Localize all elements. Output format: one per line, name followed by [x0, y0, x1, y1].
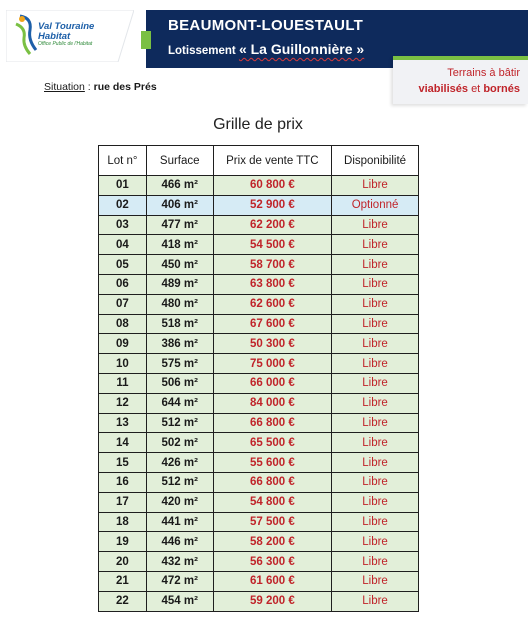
situation-separator: : — [84, 81, 94, 93]
cell-availability: Libre — [332, 472, 419, 492]
cell-lot-number: 11 — [99, 373, 147, 393]
cell-availability: Libre — [332, 492, 419, 512]
cell-lot-number: 10 — [99, 354, 147, 374]
cell-price: 54 500 € — [213, 235, 331, 255]
page-title: BEAUMONT-LOUESTAULT — [168, 17, 364, 34]
header-availability: Disponibilité — [332, 146, 419, 176]
cell-availability: Libre — [332, 552, 419, 572]
cell-surface: 426 m² — [146, 453, 213, 473]
situation-label: Situation — [44, 81, 85, 93]
cell-availability: Libre — [332, 532, 419, 552]
cell-surface: 575 m² — [146, 354, 213, 374]
subtitle-name: « La Guillonnière » — [238, 41, 365, 57]
table-row — [99, 433, 419, 453]
cell-price: 61 600 € — [213, 571, 331, 591]
cell-availability: Libre — [332, 215, 419, 235]
terrains-banner-line2 — [418, 83, 520, 95]
cell-availability: Libre — [332, 176, 419, 196]
cell-price: 56 300 € — [213, 552, 331, 572]
cell-availability: Libre — [332, 255, 419, 275]
cell-lot-number: 05 — [99, 255, 147, 275]
cell-price: 58 700 € — [213, 255, 331, 275]
cell-price: 52 900 € — [213, 195, 331, 215]
cell-lot-number: 18 — [99, 512, 147, 532]
cell-availability: Libre — [332, 373, 419, 393]
cell-lot-number: 08 — [99, 314, 147, 334]
cell-price: 62 600 € — [213, 294, 331, 314]
banner-et: et — [471, 83, 481, 95]
cell-surface: 450 m² — [146, 255, 213, 275]
cell-surface: 506 m² — [146, 373, 213, 393]
cell-surface: 432 m² — [146, 552, 213, 572]
cell-price: 55 600 € — [213, 453, 331, 473]
cell-availability: Libre — [332, 314, 419, 334]
cell-price: 65 500 € — [213, 433, 331, 453]
table-body — [99, 176, 419, 612]
cell-price: 66 800 € — [213, 472, 331, 492]
cell-lot-number: 07 — [99, 294, 147, 314]
cell-lot-number: 14 — [99, 433, 147, 453]
cell-availability: Optionné — [332, 195, 419, 215]
cell-lot-number: 19 — [99, 532, 147, 552]
cell-surface: 420 m² — [146, 492, 213, 512]
table-row — [99, 472, 419, 492]
cell-availability: Libre — [332, 393, 419, 413]
cell-availability: Libre — [332, 433, 419, 453]
table-row — [99, 314, 419, 334]
table-row — [99, 294, 419, 314]
cell-price: 58 200 € — [213, 532, 331, 552]
table-row — [99, 532, 419, 552]
cell-lot-number: 16 — [99, 472, 147, 492]
cell-lot-number: 06 — [99, 274, 147, 294]
table-row — [99, 413, 419, 433]
logo-name-line1: Val Touraine — [38, 21, 95, 32]
situation-value: rue des Prés — [93, 81, 157, 93]
header-accent — [141, 31, 151, 49]
table-row — [99, 176, 419, 196]
cell-availability: Libre — [332, 274, 419, 294]
cell-surface: 480 m² — [146, 294, 213, 314]
table-row — [99, 552, 419, 572]
cell-lot-number: 22 — [99, 591, 147, 611]
company-logo — [6, 10, 134, 62]
cell-availability: Libre — [332, 591, 419, 611]
situation-line — [44, 81, 157, 93]
cell-price: 59 200 € — [213, 591, 331, 611]
cell-availability: Libre — [332, 354, 419, 374]
page-subtitle — [168, 41, 364, 57]
cell-lot-number: 13 — [99, 413, 147, 433]
table-row — [99, 393, 419, 413]
table-row — [99, 195, 419, 215]
cell-price: 62 200 € — [213, 215, 331, 235]
table-row — [99, 215, 419, 235]
table-header-row — [99, 146, 419, 176]
cell-lot-number: 01 — [99, 176, 147, 196]
cell-availability: Libre — [332, 512, 419, 532]
cell-surface: 644 m² — [146, 393, 213, 413]
table-row — [99, 512, 419, 532]
table-row — [99, 373, 419, 393]
cell-surface: 477 m² — [146, 215, 213, 235]
cell-price: 75 000 € — [213, 354, 331, 374]
table-row — [99, 571, 419, 591]
cell-surface: 489 m² — [146, 274, 213, 294]
logo-tagline: Office Public de l'Habitat — [38, 41, 93, 47]
cell-lot-number: 20 — [99, 552, 147, 572]
cell-availability: Libre — [332, 413, 419, 433]
header-surface: Surface — [146, 146, 213, 176]
cell-lot-number: 17 — [99, 492, 147, 512]
cell-availability: Libre — [332, 453, 419, 473]
header-lot: Lot n° — [99, 146, 147, 176]
cell-surface: 418 m² — [146, 235, 213, 255]
table-row — [99, 354, 419, 374]
cell-price: 84 000 € — [213, 393, 331, 413]
cell-price: 54 800 € — [213, 492, 331, 512]
cell-surface: 502 m² — [146, 433, 213, 453]
cell-lot-number: 02 — [99, 195, 147, 215]
banner-bornes: bornés — [483, 83, 520, 95]
header-price: Prix de vente TTC — [213, 146, 331, 176]
table-row — [99, 492, 419, 512]
cell-surface: 446 m² — [146, 532, 213, 552]
cell-lot-number: 09 — [99, 334, 147, 354]
cell-surface: 512 m² — [146, 413, 213, 433]
table-row — [99, 255, 419, 275]
cell-price: 66 800 € — [213, 413, 331, 433]
cell-availability: Libre — [332, 571, 419, 591]
cell-lot-number: 04 — [99, 235, 147, 255]
terrains-banner-accent — [393, 56, 528, 60]
table-row — [99, 591, 419, 611]
cell-lot-number: 03 — [99, 215, 147, 235]
terrains-banner-line1: Terrains à bâtir — [447, 67, 520, 79]
logo-name-line2: Habitat — [38, 30, 71, 42]
cell-availability: Libre — [332, 294, 419, 314]
cell-surface: 466 m² — [146, 176, 213, 196]
cell-price: 57 500 € — [213, 512, 331, 532]
cell-availability: Libre — [332, 235, 419, 255]
cell-surface: 512 m² — [146, 472, 213, 492]
table-row — [99, 453, 419, 473]
banner-viabilises: viabilisés — [418, 83, 468, 95]
cell-lot-number: 12 — [99, 393, 147, 413]
cell-lot-number: 15 — [99, 453, 147, 473]
cell-price: 60 800 € — [213, 176, 331, 196]
terrains-banner — [393, 56, 528, 104]
grid-title: Grille de prix — [213, 116, 303, 133]
cell-surface: 454 m² — [146, 591, 213, 611]
table-row — [99, 235, 419, 255]
cell-surface: 472 m² — [146, 571, 213, 591]
subtitle-prefix: Lotissement — [168, 45, 236, 57]
cell-availability: Libre — [332, 334, 419, 354]
cell-surface: 518 m² — [146, 314, 213, 334]
table-row — [99, 334, 419, 354]
cell-lot-number: 21 — [99, 571, 147, 591]
cell-surface: 386 m² — [146, 334, 213, 354]
table-row — [99, 274, 419, 294]
price-table — [98, 145, 419, 612]
cell-price: 50 300 € — [213, 334, 331, 354]
cell-surface: 406 m² — [146, 195, 213, 215]
cell-price: 66 000 € — [213, 373, 331, 393]
logo-text — [38, 22, 94, 47]
cell-price: 67 600 € — [213, 314, 331, 334]
cell-price: 63 800 € — [213, 274, 331, 294]
cell-surface: 441 m² — [146, 512, 213, 532]
